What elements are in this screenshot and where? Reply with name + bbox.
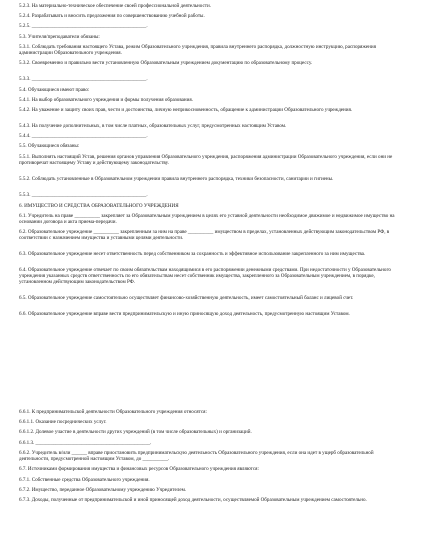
clause-6-6-1-2: 6.6.1.2. Долевое участие в деятельности других учреждений (в том числе образовательных) и организаций.: [19, 429, 252, 435]
clause-5-4-3: 5.4.3. На получение дополнительных, в том числе платных, образовательных услуг, предусмотренных настоящим Уставом.: [19, 123, 287, 129]
clause-5-4-2: 5.4.2. На уважение и защиту своих прав, чести и достоинства, личную неприкосновенность, обращение к администрации Образовательного учреждения.: [19, 107, 353, 113]
clause-5-4: 5.4. Обучающиеся имеют право:: [19, 87, 90, 93]
clause-5-3-2: 5.3.2. Своевременно и правильно вести установленную Образовательным учреждением документацию по образовательному процессу.: [19, 60, 313, 66]
clause-5-5-3: 5.5.3. _____________________________________________.: [19, 192, 148, 198]
section-6-heading: 6. ИМУЩЕСТВО И СРЕДСТВА ОБРАЗОВАТЕЛЬНОГО УЧРЕЖДЕНИЯ: [19, 203, 179, 209]
clause-5-4-4: 5.4.4. _____________________________________________.: [19, 133, 148, 139]
clause-6-7: 6.7. Источниками формирования имущества и финансовых ресурсов Образовательного учреждения являются:: [19, 466, 259, 472]
clause-6-1: 6.1. Учредитель на праве __________ закрепляет за Образовательным учреждением в целях его уставной деятельности необходимое движимое и недвижимое имущество на основании договора и акта приема-передачи.: [19, 213, 395, 226]
clause-5-5-1: 5.5.1. Выполнять настоящий Устав, решения органов управления Образовательного учреждения, распоряжения администрации Образовательного учреждения, если они не противоречат настоящему Уставу и действующему законодательству.: [19, 154, 393, 167]
clause-6-6-1-1: 6.6.1.1. Оказание посреднических услуг.: [19, 419, 107, 425]
clause-6-5: 6.5. Образовательное учреждение самостоятельно осуществляет финансово-хозяйственную деятельность, имеет самостоятельный баланс и лицевой счет.: [19, 295, 354, 301]
clause-6-4: 6.4. Образовательное учреждение отвечает по своим обязательствам находящимися в его распоряжении денежными средствами. При недостаточности у Образовательного учреждения указанных средств ответственность по его обязательствам несет собственник имущества, закрепленного за Образовательным учреждением, в порядке, установленном действующим законодательством РФ.: [19, 267, 391, 286]
clause-6-6-1: 6.6.1. К предпринимательской деятельности Образовательного учреждения относятся:: [19, 409, 207, 415]
clause-6-2: 6.2. Образовательное учреждение __________ закрепленным за ним на праве __________ имуществом в пределах, установленных действующим законодательством РФ, в соответствии с назначением имущества и уставными целями деятельности.: [19, 229, 390, 242]
clause-6-7-2: 6.7.2. Имущество, переданное Образовательному учреждению Учредителем.: [19, 487, 187, 493]
clause-5-3-1: 5.3.1. Соблюдать требования настоящего Устава, режим Образовательного учреждения, правила внутреннего распорядка, должностную инструкцию, распоряжения администрации Образовательного учреждения.: [19, 44, 376, 57]
clause-6-7-3: 6.7.3. Доходы, полученные от предпринимательской и иной приносящей доход деятельности, осуществляемой Образовательным учреждением самостоятельно.: [19, 497, 367, 503]
clause-5-3: 5.3. Учителя/преподаватели обязаны:: [19, 34, 100, 40]
clause-5-2-5: 5.2.5. _____________________________________________.: [19, 23, 148, 29]
clause-5-3-3: 5.3.3. _____________________________________________.: [19, 76, 148, 82]
clause-5-2-3: 5.2.3. На материально-техническое обеспечение своей профессиональной деятельности.: [19, 3, 211, 9]
clause-6-6-2: 6.6.2. Учредитель в/или ______ вправе приостановить предпринимательскую деятельность Образовательного учреждения, если она идет в ущерб образовательной деятельности, предусмотренной настоящим Уставом, до __________.: [19, 450, 374, 463]
clause-5-2-4: 5.2.4. Разрабатывать и вносить предложения по совершенствованию учебной работы.: [19, 13, 205, 19]
clause-5-5-2: 5.5.2. Соблюдать установленные в Образовательном учреждении правила внутреннего распорядка, техники безопасности, санитарии и гигиены.: [19, 176, 334, 182]
clause-6-6-1-3: 6.6.1.3. _____________________________________________.: [19, 440, 152, 446]
clause-6-6: 6.6. Образовательное учреждение вправе вести предпринимательскую и иную приносящую доход деятельность, предусмотренную настоящим Уставом.: [19, 311, 350, 317]
clause-5-4-1: 5.4.1. На выбор образовательного учреждения и формы получения образования.: [19, 97, 194, 103]
clause-6-3: 6.3. Образовательное учреждение несет ответственность перед собственником за сохранность и эффективное использование закрепленного за ним имущества.: [19, 251, 366, 257]
clause-6-7-1: 6.7.1. Собственные средства Образовательного учреждения.: [19, 477, 150, 483]
clause-5-5: 5.5. Обучающиеся обязаны:: [19, 143, 80, 149]
